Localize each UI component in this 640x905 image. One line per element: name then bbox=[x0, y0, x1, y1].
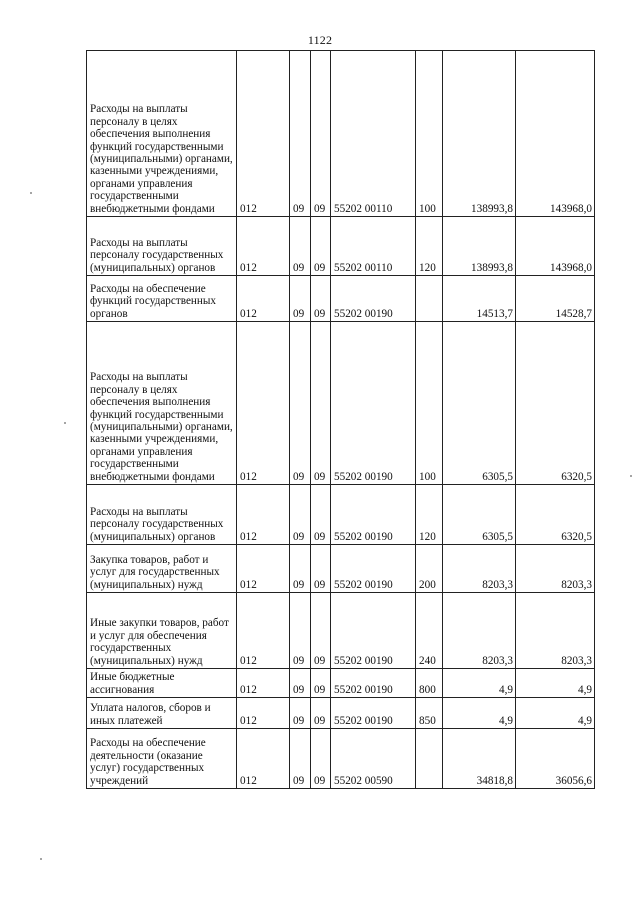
section-code-cell: 09 bbox=[290, 276, 311, 322]
budget-table bbox=[86, 50, 595, 789]
amount-cell: 14513,7 bbox=[443, 276, 516, 322]
target-code-cell: 55202 00590 bbox=[331, 729, 416, 789]
table-row bbox=[87, 593, 595, 669]
amount-cell: 8203,3 bbox=[516, 593, 595, 669]
table-row bbox=[87, 485, 595, 545]
table-row bbox=[87, 729, 595, 789]
subsection-code-cell: 09 bbox=[311, 485, 331, 545]
scan-speck bbox=[64, 422, 66, 424]
expense-name-cell: Иные бюджетные ассигнования bbox=[87, 669, 237, 698]
amount-cell: 34818,8 bbox=[443, 729, 516, 789]
section-code-cell: 09 bbox=[290, 322, 311, 485]
amount-cell: 6305,5 bbox=[443, 322, 516, 485]
target-code-cell: 55202 00190 bbox=[331, 322, 416, 485]
expense-name-cell: Расходы на выплаты персоналу в целях обеспечения выполнения функций государственными (муниципальными) органами, казенными учреждениями, органами управления государственными внебюджетными фондами bbox=[87, 51, 237, 217]
expense-name-cell: Иные закупки товаров, работ и услуг для обеспечения государственных (муниципальных) нужд bbox=[87, 593, 237, 669]
target-code-cell: 55202 00190 bbox=[331, 669, 416, 698]
amount-cell: 36056,6 bbox=[516, 729, 595, 789]
expense-type-cell: 850 bbox=[416, 698, 443, 729]
expense-type-cell: 200 bbox=[416, 545, 443, 593]
target-code-cell: 55202 00110 bbox=[331, 51, 416, 217]
amount-cell: 6305,5 bbox=[443, 485, 516, 545]
admin-code-cell: 012 bbox=[237, 217, 290, 276]
expense-name-cell: Расходы на выплаты персоналу в целях обеспечения выполнения функций государственными (муниципальными) органами, казенными учреждениями, органами управления государственными внебюджетными фондами bbox=[87, 322, 237, 485]
table-row bbox=[87, 217, 595, 276]
amount-cell: 14528,7 bbox=[516, 276, 595, 322]
expense-type-cell: 240 bbox=[416, 593, 443, 669]
subsection-code-cell: 09 bbox=[311, 322, 331, 485]
expense-name-cell: Закупка товаров, работ и услуг для государственных (муниципальных) нужд bbox=[87, 545, 237, 593]
admin-code-cell: 012 bbox=[237, 729, 290, 789]
amount-cell: 8203,3 bbox=[516, 545, 595, 593]
amount-cell: 6320,5 bbox=[516, 322, 595, 485]
expense-type-cell bbox=[416, 729, 443, 789]
target-code-cell: 55202 00190 bbox=[331, 698, 416, 729]
admin-code-cell: 012 bbox=[237, 593, 290, 669]
subsection-code-cell: 09 bbox=[311, 669, 331, 698]
table-row bbox=[87, 322, 595, 485]
expense-type-cell bbox=[416, 276, 443, 322]
expense-type-cell: 120 bbox=[416, 217, 443, 276]
section-code-cell: 09 bbox=[290, 593, 311, 669]
amount-cell: 138993,8 bbox=[443, 217, 516, 276]
expense-type-cell: 100 bbox=[416, 322, 443, 485]
subsection-code-cell: 09 bbox=[311, 593, 331, 669]
admin-code-cell: 012 bbox=[237, 545, 290, 593]
section-code-cell: 09 bbox=[290, 669, 311, 698]
expense-type-cell: 100 bbox=[416, 51, 443, 217]
amount-cell: 143968,0 bbox=[516, 217, 595, 276]
target-code-cell: 55202 00190 bbox=[331, 545, 416, 593]
amount-cell: 4,9 bbox=[443, 698, 516, 729]
section-code-cell: 09 bbox=[290, 485, 311, 545]
expense-name-cell: Расходы на обеспечение деятельности (оказание услуг) государственных учреждений bbox=[87, 729, 237, 789]
table-row bbox=[87, 698, 595, 729]
table-row bbox=[87, 669, 595, 698]
expense-type-cell: 120 bbox=[416, 485, 443, 545]
target-code-cell: 55202 00190 bbox=[331, 485, 416, 545]
scan-speck bbox=[40, 858, 42, 860]
amount-cell: 6320,5 bbox=[516, 485, 595, 545]
admin-code-cell: 012 bbox=[237, 51, 290, 217]
admin-code-cell: 012 bbox=[237, 669, 290, 698]
section-code-cell: 09 bbox=[290, 51, 311, 217]
subsection-code-cell: 09 bbox=[311, 545, 331, 593]
subsection-code-cell: 09 bbox=[311, 51, 331, 217]
amount-cell: 138993,8 bbox=[443, 51, 516, 217]
expense-type-cell: 800 bbox=[416, 669, 443, 698]
amount-cell: 4,9 bbox=[443, 669, 516, 698]
target-code-cell: 55202 00190 bbox=[331, 276, 416, 322]
amount-cell: 4,9 bbox=[516, 698, 595, 729]
subsection-code-cell: 09 bbox=[311, 698, 331, 729]
scan-speck bbox=[30, 192, 32, 194]
expense-name-cell: Уплата налогов, сборов и иных платежей bbox=[87, 698, 237, 729]
subsection-code-cell: 09 bbox=[311, 276, 331, 322]
expense-name-cell: Расходы на выплаты персоналу государственных (муниципальных) органов bbox=[87, 217, 237, 276]
admin-code-cell: 012 bbox=[237, 276, 290, 322]
amount-cell: 143968,0 bbox=[516, 51, 595, 217]
target-code-cell: 55202 00190 bbox=[331, 593, 416, 669]
amount-cell: 8203,3 bbox=[443, 545, 516, 593]
table-row bbox=[87, 276, 595, 322]
page-number: 1122 bbox=[307, 33, 333, 47]
expense-name-cell: Расходы на выплаты персоналу государственных (муниципальных) органов bbox=[87, 485, 237, 545]
target-code-cell: 55202 00110 bbox=[331, 217, 416, 276]
section-code-cell: 09 bbox=[290, 545, 311, 593]
admin-code-cell: 012 bbox=[237, 485, 290, 545]
section-code-cell: 09 bbox=[290, 698, 311, 729]
table-row bbox=[87, 51, 595, 217]
scan-speck bbox=[630, 475, 632, 477]
table-row bbox=[87, 545, 595, 593]
section-code-cell: 09 bbox=[290, 217, 311, 276]
amount-cell: 4,9 bbox=[516, 669, 595, 698]
section-code-cell: 09 bbox=[290, 729, 311, 789]
expense-name-cell: Расходы на обеспечение функций государственных органов bbox=[87, 276, 237, 322]
subsection-code-cell: 09 bbox=[311, 729, 331, 789]
admin-code-cell: 012 bbox=[237, 322, 290, 485]
amount-cell: 8203,3 bbox=[443, 593, 516, 669]
admin-code-cell: 012 bbox=[237, 698, 290, 729]
subsection-code-cell: 09 bbox=[311, 217, 331, 276]
